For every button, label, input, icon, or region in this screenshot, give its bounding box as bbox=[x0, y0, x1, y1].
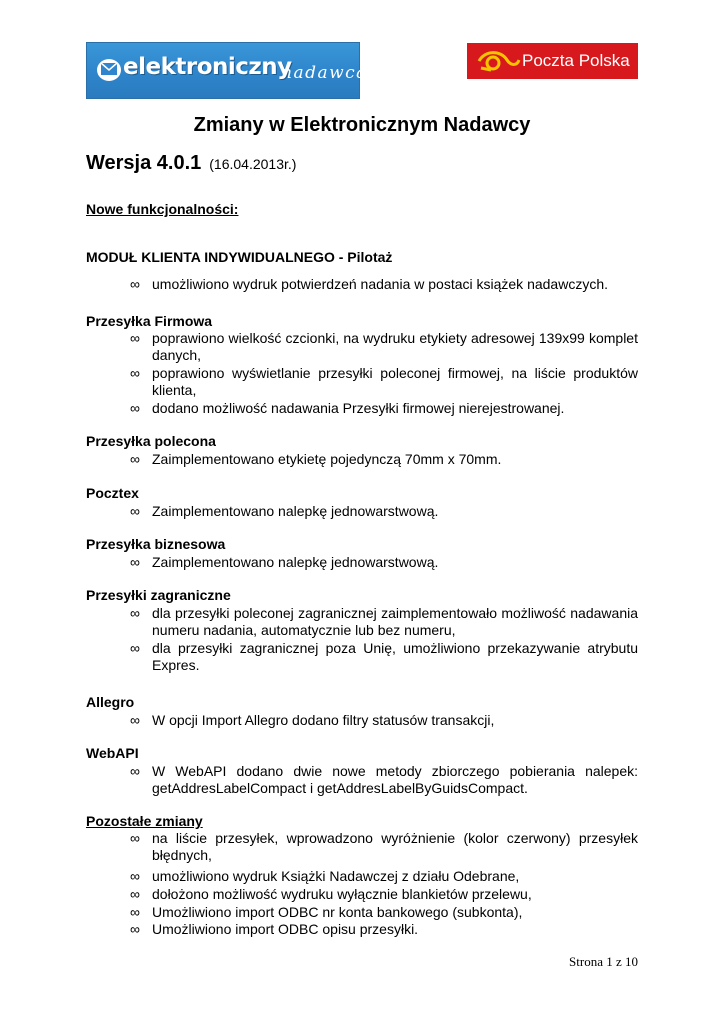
list-item: Zaimplementowano etykietę pojedynczą 70mm x 70mm. bbox=[152, 451, 502, 467]
section-heading: Pozostałe zmiany bbox=[86, 813, 203, 829]
list-item: dodano możliwość nadawania Przesyłki firmowej nierejestrowanej. bbox=[152, 400, 565, 416]
bullet-icon: ∞ bbox=[130, 763, 140, 779]
version-line bbox=[86, 152, 296, 175]
bullet-icon: ∞ bbox=[130, 451, 140, 467]
bullet-icon: ∞ bbox=[130, 904, 140, 920]
list-item: umożliwiono wydruk potwierdzeń nadania w postaci książek nadawczych. bbox=[152, 276, 609, 292]
list-item: W opcji Import Allegro dodano filtry statusów transakcji, bbox=[152, 712, 495, 728]
bullet-icon: ∞ bbox=[130, 605, 140, 621]
new-features-heading: Nowe funkcjonalności: bbox=[86, 201, 239, 217]
list-item: poprawiono wyświetlanie przesyłki poleconej firmowej, na liście produktów klienta, bbox=[152, 365, 638, 398]
version-label: Wersja 4.0.1 bbox=[86, 152, 202, 174]
page-title: Zmiany w Elektronicznym Nadawcy bbox=[193, 114, 531, 136]
section-heading: Pocztex bbox=[86, 485, 139, 501]
logo-text-main: elektroniczny bbox=[123, 54, 292, 80]
poczta-polska-logo bbox=[467, 43, 638, 79]
bullet-icon: ∞ bbox=[130, 400, 140, 416]
list-item: umożliwiono wydruk Książki Nadawczej z działu Odebrane, bbox=[152, 868, 520, 884]
bullet-icon: ∞ bbox=[130, 276, 140, 292]
elektroniczny-nadawca-logo bbox=[86, 42, 368, 99]
bullet-icon: ∞ bbox=[130, 712, 140, 728]
bullet-icon: ∞ bbox=[130, 330, 140, 346]
bullet-icon: ∞ bbox=[130, 830, 140, 846]
section-heading: Przesyłki zagraniczne bbox=[86, 587, 231, 603]
list-item: Zaimplementowano nalepkę jednowarstwową. bbox=[152, 503, 439, 519]
section-heading: Przesyłka biznesowa bbox=[86, 536, 226, 552]
logo-text-script: nadawca bbox=[281, 63, 368, 83]
bullet-icon: ∞ bbox=[130, 365, 140, 381]
bullet-icon: ∞ bbox=[130, 921, 140, 937]
list-item: Umożliwiono import ODBC opisu przesyłki. bbox=[152, 921, 419, 937]
section-heading: Allegro bbox=[86, 694, 135, 710]
bullet-icon: ∞ bbox=[130, 640, 140, 656]
list-item: poprawiono wielkość czcionki, na wydruku etykiety adresowej 139x99 komplet danych, bbox=[152, 330, 638, 363]
list-item: dla przesyłki zagranicznej poza Unię, umożliwiono przekazywanie atrybutu Expres. bbox=[152, 640, 638, 673]
bullet-icon: ∞ bbox=[130, 503, 140, 519]
list-item: Zaimplementowano nalepkę jednowarstwową. bbox=[152, 554, 439, 570]
list-item: na liście przesyłek, wprowadzono wyróżnienie (kolor czerwony) przesyłek błędnych, bbox=[152, 830, 638, 863]
envelope-icon bbox=[87, 43, 123, 99]
section-heading: WebAPI bbox=[86, 745, 139, 761]
bullet-icon: ∞ bbox=[130, 554, 140, 570]
list-item: W WebAPI dodano dwie nowe metody zbiorczego pobierania nalepek: getAddresLabelCompact i getAddresLabelByGuidsCompact. bbox=[152, 763, 638, 796]
list-item: Umożliwiono import ODBC nr konta bankowego (subkonta), bbox=[152, 904, 523, 920]
page-number: Strona 1 z 10 bbox=[569, 954, 638, 969]
poczta-polska-text: Poczta Polska bbox=[522, 51, 630, 70]
bullet-icon: ∞ bbox=[130, 868, 140, 884]
section-heading: Przesyłka polecona bbox=[86, 433, 216, 449]
bullet-icon: ∞ bbox=[130, 886, 140, 902]
list-item: dołożono możliwość wydruku wyłącznie blankietów przelewu, bbox=[152, 886, 532, 902]
posthorn-icon bbox=[477, 48, 521, 74]
list-item: dla przesyłki poleconej zagranicznej zaimplementowało możliwość nadawania numeru nadania, automatycznie lub bez numeru, bbox=[152, 605, 638, 638]
version-date: (16.04.2013r.) bbox=[209, 156, 297, 172]
section-heading: Przesyłka Firmowa bbox=[86, 313, 213, 329]
section-heading: MODUŁ KLIENTA INDYWIDUALNEGO - Pilotaż bbox=[86, 249, 393, 265]
